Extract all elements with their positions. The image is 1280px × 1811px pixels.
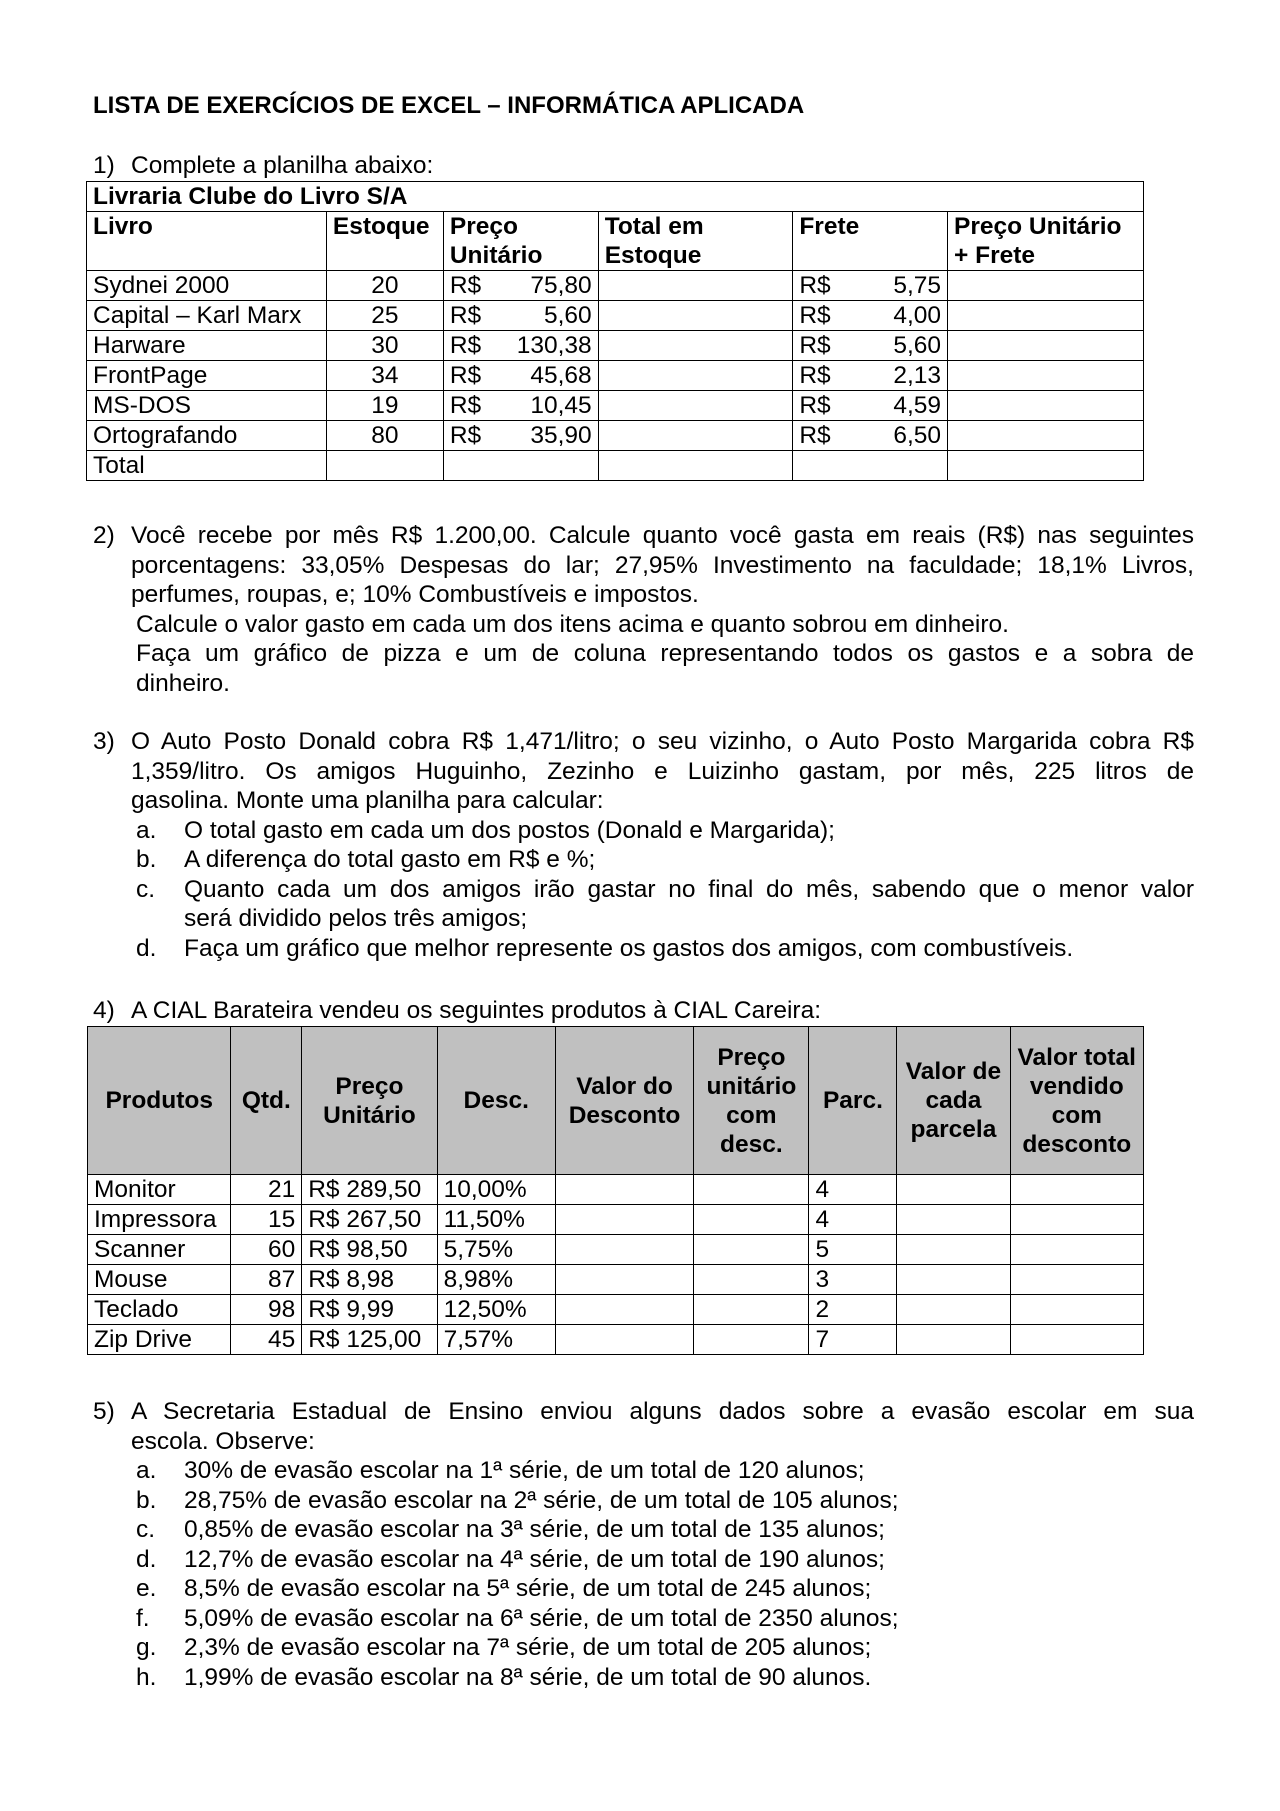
cell-valor-desconto — [555, 1325, 693, 1355]
cell-preco: R$ 267,50 — [302, 1205, 437, 1235]
cell-total-estoque — [598, 301, 793, 331]
cell-estoque: 25 — [326, 301, 443, 331]
question-2 — [93, 521, 1194, 698]
cell-estoque: 20 — [326, 271, 443, 301]
cell-produto: Scanner — [88, 1235, 231, 1265]
cell-frete: R$ 5,60 — [793, 331, 948, 361]
header-parc: Parc. — [809, 1027, 897, 1175]
table-header-row — [87, 212, 1144, 271]
cell-valor-total — [1010, 1265, 1143, 1295]
cell-total-estoque — [598, 271, 793, 301]
total-label: Total — [87, 451, 327, 481]
cell-parc: 3 — [809, 1265, 897, 1295]
cell-preco-com-desc — [694, 1205, 809, 1235]
table-row — [87, 301, 1144, 331]
table-header-row — [88, 1027, 1144, 1175]
cell-estoque: 34 — [326, 361, 443, 391]
cell-livro: Capital – Karl Marx — [87, 301, 327, 331]
header-preco-unitario: Preço Unitário — [302, 1027, 437, 1175]
cell-parc: 2 — [809, 1295, 897, 1325]
cell-preco-frete — [948, 301, 1144, 331]
cell-estoque: 80 — [326, 421, 443, 451]
cell-valor-desconto — [555, 1235, 693, 1265]
question-text-line: A Secretaria Estadual de Ensino enviou alguns dados sobre a evasão escolar em sua — [131, 1398, 1194, 1425]
list-item: c. 0,85% de evasão escolar na 3ª série, de um total de 135 alunos; — [136, 1516, 885, 1543]
question-4 — [93, 996, 821, 1026]
cell-qtd: 15 — [231, 1205, 302, 1235]
table-row — [87, 361, 1144, 391]
table-total-row — [87, 451, 1144, 481]
cell-produto: Zip Drive — [88, 1325, 231, 1355]
list-item: c. Quanto cada um dos amigos irão gastar no final do mês, sabendo que o menor valor será dividido pelos três amigos; — [136, 875, 1194, 932]
list-item: a. 30% de evasão escolar na 1ª série, de um total de 120 alunos; — [136, 1457, 865, 1484]
cell-preco: R$ 289,50 — [302, 1175, 437, 1205]
cell-preco-frete — [948, 361, 1144, 391]
cell-preco: R$ 5,60 — [443, 301, 598, 331]
document-title: LISTA DE EXERCÍCIOS DE EXCEL – INFORMÁTICA APLICADA — [93, 92, 805, 119]
header-livro: Livro — [87, 212, 327, 271]
cell-livro: MS-DOS — [87, 391, 327, 421]
list-item: g. 2,3% de evasão escolar na 7ª série, de um total de 205 alunos; — [136, 1634, 872, 1661]
cell-preco: R$ 8,98 — [302, 1265, 437, 1295]
cell-valor-desconto — [555, 1175, 693, 1205]
question-text-line: escola. Observe: — [131, 1427, 315, 1455]
question-number: 3) — [93, 728, 115, 755]
cell-valor-total — [1010, 1175, 1143, 1205]
list-item: d. 12,7% de evasão escolar na 4ª série, de um total de 190 alunos; — [136, 1545, 885, 1573]
cell-frete: R$ 2,13 — [793, 361, 948, 391]
cell-preco-com-desc — [694, 1295, 809, 1325]
header-frete: Frete — [793, 212, 948, 271]
question-text: Complete a planilha abaixo: — [131, 152, 434, 179]
cell-preco: R$ 130,38 — [443, 331, 598, 361]
question-text-line: O Auto Posto Donald cobra R$ 1,471/litro; o seu vizinho, o Auto Posto Margarida cobra R$ — [131, 728, 1194, 755]
sales-table — [87, 1026, 1144, 1355]
cell-estoque: 30 — [326, 331, 443, 361]
cell-preco-com-desc — [694, 1265, 809, 1295]
cell-valor-desconto — [555, 1205, 693, 1235]
cell-preco-frete — [948, 391, 1144, 421]
question-number: 5) — [93, 1398, 115, 1425]
table-caption: Livraria Clube do Livro S/A — [87, 182, 1144, 212]
table-row — [88, 1295, 1144, 1325]
cell-total-estoque — [598, 361, 793, 391]
cell-preco: R$ 75,80 — [443, 271, 598, 301]
header-qtd: Qtd. — [231, 1027, 302, 1175]
header-preco-com-desc: Preço unitário com desc. — [694, 1027, 809, 1175]
cell-produto: Impressora — [88, 1205, 231, 1235]
cell-qtd: 98 — [231, 1295, 302, 1325]
question-text-line: dinheiro. — [136, 669, 230, 697]
list-item: d. Faça um gráfico que melhor represente os gastos dos amigos, com combustíveis. — [136, 934, 1074, 962]
cell-parc: 4 — [809, 1205, 897, 1235]
cell-preco-frete — [948, 421, 1144, 451]
cell-desc: 7,57% — [437, 1325, 555, 1355]
cell-valor-parcela — [897, 1265, 1010, 1295]
cell-valor-total — [1010, 1325, 1143, 1355]
cell-preco-com-desc — [694, 1235, 809, 1265]
cell-valor-parcela — [897, 1295, 1010, 1325]
cell-parc: 4 — [809, 1175, 897, 1205]
header-valor-total: Valor total vendido com desconto — [1010, 1027, 1143, 1175]
cell-livro: Sydnei 2000 — [87, 271, 327, 301]
table-row — [88, 1265, 1144, 1295]
header-preco-frete: Preço Unitário + Frete — [948, 212, 1144, 271]
cell-preco: R$ 10,45 — [443, 391, 598, 421]
cell-desc: 10,00% — [437, 1175, 555, 1205]
cell-valor-parcela — [897, 1235, 1010, 1265]
cell-valor-total — [1010, 1235, 1143, 1265]
bookstore-table — [86, 181, 1144, 481]
cell-produto: Mouse — [88, 1265, 231, 1295]
header-valor-parcela: Valor de cada parcela — [897, 1027, 1010, 1175]
question-number: 2) — [93, 522, 115, 549]
cell-qtd: 21 — [231, 1175, 302, 1205]
table-row — [87, 391, 1144, 421]
cell-livro: FrontPage — [87, 361, 327, 391]
header-desc: Desc. — [437, 1027, 555, 1175]
cell-parc: 5 — [809, 1235, 897, 1265]
question-text-line: gasolina. Monte uma planilha para calcular: — [131, 787, 604, 814]
cell-total-estoque — [598, 421, 793, 451]
cell-valor-desconto — [555, 1265, 693, 1295]
cell-preco: R$ 35,90 — [443, 421, 598, 451]
cell-preco-com-desc — [694, 1175, 809, 1205]
header-valor-desconto: Valor do Desconto — [555, 1027, 693, 1175]
cell-valor-parcela — [897, 1205, 1010, 1235]
cell-desc: 12,50% — [437, 1295, 555, 1325]
cell-valor-parcela — [897, 1175, 1010, 1205]
cell-total-estoque — [598, 331, 793, 361]
cell-desc: 11,50% — [437, 1205, 555, 1235]
table-row — [88, 1175, 1144, 1205]
cell-preco: R$ 125,00 — [302, 1325, 437, 1355]
question-text-line: Faça um gráfico de pizza e um de coluna representando todos os gastos e a sobra de — [136, 640, 1194, 667]
cell-valor-desconto — [555, 1295, 693, 1325]
cell-valor-total — [1010, 1205, 1143, 1235]
table-row — [88, 1325, 1144, 1355]
cell-preco: R$ 98,50 — [302, 1235, 437, 1265]
question-5 — [93, 1397, 1194, 1692]
table-row — [87, 331, 1144, 361]
cell-preco: R$ 9,99 — [302, 1295, 437, 1325]
question-text-line: perfumes, roupas, e; 10% Combustíveis e impostos. — [131, 581, 699, 608]
cell-qtd: 45 — [231, 1325, 302, 1355]
cell-estoque: 19 — [326, 391, 443, 421]
header-produtos: Produtos — [88, 1027, 231, 1175]
list-item: e. 8,5% de evasão escolar na 5ª série, de um total de 245 alunos; — [136, 1575, 872, 1602]
table-row — [88, 1235, 1144, 1265]
cell-preco-frete — [948, 331, 1144, 361]
list-item: b. A diferença do total gasto em R$ e %; — [136, 846, 596, 873]
question-3 — [93, 727, 1194, 963]
header-preco: Preço Unitário — [443, 212, 598, 271]
cell-valor-parcela — [897, 1325, 1010, 1355]
question-text-line: porcentagens: 33,05% Despesas do lar; 27,95% Investimento na faculdade; 18,1% Livros, — [131, 551, 1194, 579]
cell-frete: R$ 5,75 — [793, 271, 948, 301]
header-estoque: Estoque — [326, 212, 443, 271]
cell-desc: 5,75% — [437, 1235, 555, 1265]
table-row — [87, 421, 1144, 451]
cell-produto: Monitor — [88, 1175, 231, 1205]
cell-frete: R$ 4,00 — [793, 301, 948, 331]
list-item: f. 5,09% de evasão escolar na 6ª série, de um total de 2350 alunos; — [136, 1604, 899, 1632]
cell-valor-total — [1010, 1295, 1143, 1325]
list-item: a. O total gasto em cada um dos postos (Donald e Margarida); — [136, 816, 835, 844]
cell-livro: Ortografando — [87, 421, 327, 451]
question-1 — [93, 151, 433, 181]
cell-frete: R$ 4,59 — [793, 391, 948, 421]
question-text-line: Calcule o valor gasto em cada um dos itens acima e quanto sobrou em dinheiro. — [136, 610, 1009, 638]
question-text-line: Você recebe por mês R$ 1.200,00. Calcule quanto você gasta em reais (R$) nas seguintes — [131, 522, 1194, 549]
cell-desc: 8,98% — [437, 1265, 555, 1295]
header-total-estoque: Total em Estoque — [598, 212, 793, 271]
cell-produto: Teclado — [88, 1295, 231, 1325]
question-number: 4) — [93, 997, 115, 1024]
table-row — [88, 1205, 1144, 1235]
cell-preco-frete — [948, 271, 1144, 301]
cell-preco: R$ 45,68 — [443, 361, 598, 391]
table-row — [87, 271, 1144, 301]
question-number: 1) — [93, 152, 115, 179]
cell-preco-com-desc — [694, 1325, 809, 1355]
cell-qtd: 60 — [231, 1235, 302, 1265]
question-text-line: 1,359/litro. Os amigos Huguinho, Zezinho e Luizinho gastam, por mês, 225 litros de — [131, 757, 1194, 785]
list-item: b. 28,75% de evasão escolar na 2ª série, de um total de 105 alunos; — [136, 1486, 899, 1514]
cell-qtd: 87 — [231, 1265, 302, 1295]
cell-livro: Harware — [87, 331, 327, 361]
cell-parc: 7 — [809, 1325, 897, 1355]
cell-frete: R$ 6,50 — [793, 421, 948, 451]
cell-total-estoque — [598, 391, 793, 421]
list-item: h. 1,99% de evasão escolar na 8ª série, de um total de 90 alunos. — [136, 1663, 872, 1691]
question-text: A CIAL Barateira vendeu os seguintes produtos à CIAL Careira: — [131, 997, 822, 1024]
